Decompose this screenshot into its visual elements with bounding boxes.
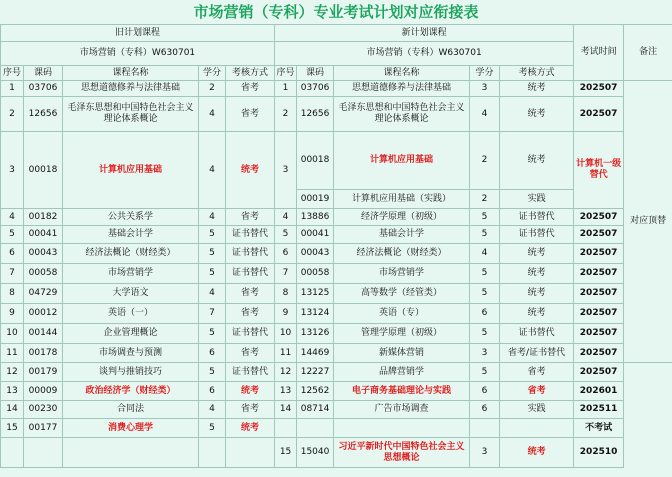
old-code: 00012 — [24, 304, 63, 324]
new-no: 7 — [275, 264, 297, 284]
old-credit: 7 — [199, 304, 226, 324]
old-code: 00179 — [24, 363, 63, 382]
new-code: 12562 — [297, 382, 334, 401]
old-code: 00230 — [24, 401, 63, 419]
exam-time: 202507 — [574, 81, 624, 97]
old-mode: 证书替代 — [226, 264, 275, 284]
new-no: 2 — [275, 97, 297, 132]
new-mode: 实践 — [500, 401, 574, 419]
new-no: 9 — [275, 304, 297, 324]
new-name: 经济法概论（财经类） — [334, 244, 470, 264]
table-row — [1, 438, 672, 468]
new-credit: 4 — [470, 97, 500, 132]
old-credit: 5 — [199, 324, 226, 344]
old-mode: 统考 — [226, 419, 275, 438]
old-mode: 证书替代 — [226, 363, 275, 382]
old-code: 00177 — [24, 419, 63, 438]
new-code: 00041 — [297, 226, 334, 244]
exam-time: 202507 — [574, 284, 624, 304]
old-credit: 5 — [199, 264, 226, 284]
old-name: 英语（一） — [63, 304, 199, 324]
new-name: 思想道德修养与法律基础 — [334, 81, 470, 97]
new-code: 00018 — [297, 132, 334, 190]
new-mode: 统考 — [500, 264, 574, 284]
exam-time: 202601 — [574, 382, 624, 401]
col-header: 课程名称 — [334, 66, 470, 81]
old-code: 00144 — [24, 324, 63, 344]
remark-group-1: 对应顶替 — [624, 81, 672, 363]
new-credit: 6 — [470, 401, 500, 419]
old-credit: 5 — [199, 419, 226, 438]
new-name: 计算机应用基础 — [334, 132, 470, 190]
old-name: 市场调查与预测 — [63, 344, 199, 363]
new-no: 10 — [275, 324, 297, 344]
new-mode: 证书替代 — [500, 226, 574, 244]
new-name: 经济学原理（初级） — [334, 209, 470, 226]
new-credit: 3 — [470, 438, 500, 468]
old-mode: 证书替代 — [226, 244, 275, 264]
old-mode: 省考 — [226, 284, 275, 304]
col-header: 课码 — [24, 66, 63, 81]
old-plan-label: 旧计划课程 — [1, 25, 275, 42]
old-code — [24, 438, 63, 468]
page-title: 市场营销（专科）专业考试计划对应衔接表 — [0, 0, 672, 24]
old-credit: 4 — [199, 209, 226, 226]
new-name: 广告市场调查 — [334, 401, 470, 419]
new-name: 习近平新时代中国特色社会主义思想概论 — [334, 438, 470, 468]
new-mode: 统考 — [500, 244, 574, 264]
old-mode: 省考 — [226, 209, 275, 226]
new-credit: 2 — [470, 132, 500, 190]
new-no — [275, 419, 297, 438]
new-mode: 省考 — [500, 382, 574, 401]
new-code: 12227 — [297, 363, 334, 382]
table-row — [1, 401, 672, 419]
old-code: 00018 — [24, 132, 63, 209]
table-row — [1, 209, 672, 226]
exam-time: 202507 — [574, 97, 624, 132]
new-no: 15 — [275, 438, 297, 468]
table-row — [1, 344, 672, 363]
new-credit: 5 — [470, 226, 500, 244]
new-code: 00058 — [297, 264, 334, 284]
old-code: 00058 — [24, 264, 63, 284]
new-name: 新媒体营销 — [334, 344, 470, 363]
new-name: 基础会计学 — [334, 226, 470, 244]
new-no: 3 — [275, 132, 297, 209]
new-no: 11 — [275, 344, 297, 363]
new-credit: 5 — [470, 209, 500, 226]
old-name: 思想道德修养与法律基础 — [63, 81, 199, 97]
exam-time: 202507 — [574, 304, 624, 324]
old-no: 12 — [1, 363, 24, 382]
new-mode: 统考 — [500, 304, 574, 324]
new-credit: 6 — [470, 382, 500, 401]
old-code: 00182 — [24, 209, 63, 226]
new-mode: 统考 — [500, 132, 574, 190]
new-mode: 省考/证书替代 — [500, 344, 574, 363]
old-name: 市场营销学 — [63, 264, 199, 284]
new-code: 00019 — [297, 190, 334, 209]
old-credit: 4 — [199, 401, 226, 419]
old-name: 大学语文 — [63, 284, 199, 304]
old-no: 10 — [1, 324, 24, 344]
new-mode: 统考 — [500, 81, 574, 97]
table-row — [1, 226, 672, 244]
new-no: 12 — [275, 363, 297, 382]
new-name: 计算机应用基础（实践） — [334, 190, 470, 209]
new-code: 12656 — [297, 97, 334, 132]
new-mode: 统考 — [500, 284, 574, 304]
new-code: 15040 — [297, 438, 334, 468]
old-name: 消费心理学 — [63, 419, 199, 438]
new-name — [334, 419, 470, 438]
old-credit: 5 — [199, 363, 226, 382]
old-no — [1, 438, 24, 468]
col-header: 序号 — [1, 66, 24, 81]
new-no: 13 — [275, 382, 297, 401]
exam-time: 202511 — [574, 401, 624, 419]
old-code: 12656 — [24, 97, 63, 132]
col-header: 学分 — [470, 66, 500, 81]
old-credit: 6 — [199, 382, 226, 401]
old-no: 7 — [1, 264, 24, 284]
new-code: 13886 — [297, 209, 334, 226]
old-name: 政治经济学（财经类） — [63, 382, 199, 401]
old-mode: 省考 — [226, 401, 275, 419]
old-no: 2 — [1, 97, 24, 132]
exam-time: 202507 — [574, 264, 624, 284]
new-no: 8 — [275, 284, 297, 304]
new-no: 14 — [275, 401, 297, 419]
old-mode — [226, 438, 275, 468]
old-mode: 省考 — [226, 81, 275, 97]
exam-time: 不考试 — [574, 419, 624, 438]
new-code: 03706 — [297, 81, 334, 97]
new-mode: 省考 — [500, 363, 574, 382]
exam-note: 计算机一级替代 — [574, 132, 624, 209]
old-no: 5 — [1, 226, 24, 244]
old-credit: 5 — [199, 244, 226, 264]
old-no: 13 — [1, 382, 24, 401]
old-credit: 4 — [199, 132, 226, 209]
new-code: 08714 — [297, 401, 334, 419]
exam-time: 202507 — [574, 324, 624, 344]
new-code: 13125 — [297, 284, 334, 304]
old-credit: 5 — [199, 226, 226, 244]
old-mode: 省考 — [226, 97, 275, 132]
exam-time-header: 考试时间 — [574, 25, 624, 81]
table-row — [1, 81, 672, 97]
table-row — [1, 284, 672, 304]
new-name: 英语（专） — [334, 304, 470, 324]
old-mode: 统考 — [226, 132, 275, 209]
new-credit: 6 — [470, 304, 500, 324]
old-name: 合同法 — [63, 401, 199, 419]
old-no: 1 — [1, 81, 24, 97]
table-row — [1, 382, 672, 401]
old-name: 计算机应用基础 — [63, 132, 199, 209]
old-no: 9 — [1, 304, 24, 324]
new-mode: 统考 — [500, 97, 574, 132]
table-row — [1, 363, 672, 382]
old-code: 00009 — [24, 382, 63, 401]
new-name: 高等数学（经管类） — [334, 284, 470, 304]
old-credit: 2 — [199, 81, 226, 97]
exam-time: 202507 — [574, 244, 624, 264]
old-credit — [199, 438, 226, 468]
old-code: 04729 — [24, 284, 63, 304]
new-plan-label: 新计划课程 — [275, 25, 574, 42]
old-code: 00178 — [24, 344, 63, 363]
new-credit — [470, 419, 500, 438]
col-header: 课码 — [297, 66, 334, 81]
new-credit: 4 — [470, 244, 500, 264]
old-mode: 证书替代 — [226, 324, 275, 344]
old-credit: 4 — [199, 284, 226, 304]
new-code: 13126 — [297, 324, 334, 344]
exam-time: 202507 — [574, 363, 624, 382]
new-mode: 实践 — [500, 190, 574, 209]
new-mode — [500, 419, 574, 438]
old-name: 基础会计学 — [63, 226, 199, 244]
table-row — [1, 132, 672, 190]
exam-time: 202507 — [574, 209, 624, 226]
old-mode: 省考 — [226, 344, 275, 363]
new-mode: 证书替代 — [500, 324, 574, 344]
new-credit: 5 — [470, 324, 500, 344]
new-name: 市场营销学 — [334, 264, 470, 284]
old-mode: 省考 — [226, 304, 275, 324]
exam-time: 202507 — [574, 226, 624, 244]
new-credit: 3 — [470, 344, 500, 363]
old-name: 谈判与推销技巧 — [63, 363, 199, 382]
table-row — [1, 324, 672, 344]
new-credit: 3 — [470, 81, 500, 97]
exam-time: 202507 — [574, 344, 624, 363]
new-credit: 5 — [470, 284, 500, 304]
old-no: 4 — [1, 209, 24, 226]
old-no: 6 — [1, 244, 24, 264]
new-name: 毛泽东思想和中国特色社会主义理论体系概论 — [334, 97, 470, 132]
new-code — [297, 419, 334, 438]
exam-time: 202510 — [574, 438, 624, 468]
old-major: 市场营销（专科）W630701 — [1, 42, 275, 66]
new-name: 管理学原理（初级） — [334, 324, 470, 344]
table-row — [1, 244, 672, 264]
old-mode: 统考 — [226, 382, 275, 401]
col-header: 序号 — [275, 66, 297, 81]
new-no: 1 — [275, 81, 297, 97]
old-no: 15 — [1, 419, 24, 438]
col-header: 学分 — [199, 66, 226, 81]
old-name: 经济法概论（财经类） — [63, 244, 199, 264]
new-mode: 证书替代 — [500, 209, 574, 226]
new-mode: 统考 — [500, 438, 574, 468]
col-header: 课程名称 — [63, 66, 199, 81]
old-no: 14 — [1, 401, 24, 419]
course-table — [0, 24, 672, 468]
new-name: 电子商务基础理论与实践 — [334, 382, 470, 401]
old-code: 03706 — [24, 81, 63, 97]
old-no: 11 — [1, 344, 24, 363]
new-credit: 5 — [470, 363, 500, 382]
new-credit: 5 — [470, 264, 500, 284]
new-no: 5 — [275, 226, 297, 244]
old-code: 00043 — [24, 244, 63, 264]
new-no: 6 — [275, 244, 297, 264]
old-name: 公共关系学 — [63, 209, 199, 226]
new-credit: 2 — [470, 190, 500, 209]
new-code: 00043 — [297, 244, 334, 264]
new-name: 品牌营销学 — [334, 363, 470, 382]
old-name — [63, 438, 199, 468]
table-row — [1, 264, 672, 284]
new-code: 14469 — [297, 344, 334, 363]
old-no: 8 — [1, 284, 24, 304]
old-mode: 证书替代 — [226, 226, 275, 244]
old-name: 毛泽东思想和中国特色社会主义理论体系概论 — [63, 97, 199, 132]
old-credit: 6 — [199, 344, 226, 363]
new-no: 4 — [275, 209, 297, 226]
old-code: 00041 — [24, 226, 63, 244]
remark-header: 备注 — [624, 25, 672, 81]
old-credit: 4 — [199, 97, 226, 132]
col-header: 考核方式 — [500, 66, 574, 81]
old-no: 3 — [1, 132, 24, 209]
old-name: 企业管理概论 — [63, 324, 199, 344]
new-major: 市场营销（专科）W630701 — [275, 42, 574, 66]
new-code: 13124 — [297, 304, 334, 324]
col-header: 考核方式 — [226, 66, 275, 81]
table-row — [1, 304, 672, 324]
table-row — [1, 97, 672, 132]
table-row — [1, 419, 672, 438]
